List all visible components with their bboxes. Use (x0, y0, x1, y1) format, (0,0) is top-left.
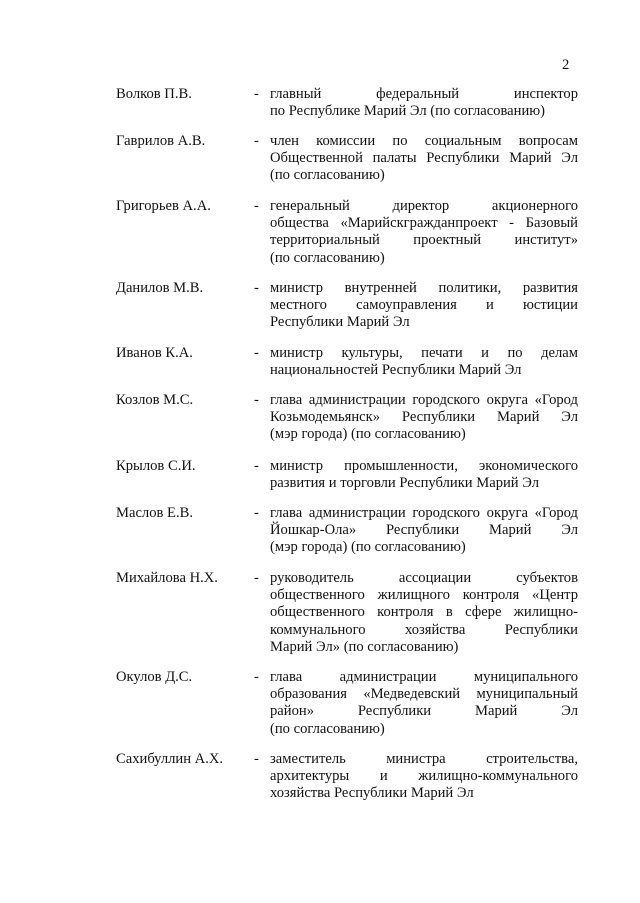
position-line: генеральный директор акционерного (270, 198, 578, 214)
member-position (270, 133, 578, 185)
dash-separator: - (254, 280, 259, 296)
position-line: район» Республики Марий Эл (270, 703, 578, 720)
position-line: министр культуры, печати и по делам (270, 345, 578, 361)
member-name: Михайлова Н.Х. (116, 570, 218, 586)
position-line: Марий Эл» (по согласованию) (270, 638, 459, 655)
position-line: министр промышленности, экономического (270, 458, 578, 474)
position-line: глава администрации муниципального (270, 669, 578, 685)
member-name: Козлов М.С. (116, 392, 194, 408)
position-line: местного самоуправления и юстиции (270, 297, 578, 314)
member-name: Сахибуллин А.Х. (116, 751, 224, 767)
position-line: территориальный проектный институт» (270, 232, 578, 249)
dash-separator: - (254, 458, 259, 474)
member-name: Волков П.В. (116, 86, 192, 102)
position-line: (по согласованию) (270, 167, 385, 184)
position-line: образования «Медведевский муниципальный (270, 686, 578, 703)
dash-separator: - (254, 669, 259, 685)
dash-separator: - (254, 751, 259, 767)
position-line: (по согласованию) (270, 249, 385, 266)
member-position (270, 505, 578, 557)
dash-separator: - (254, 392, 259, 408)
page-number: 2 (562, 57, 570, 73)
position-line: (по согласованию) (270, 720, 385, 737)
position-line: архитектуры и жилищно-коммунального (270, 768, 578, 785)
position-line: развития и торговли Республики Марий Эл (270, 475, 539, 492)
position-line: (мэр города) (по согласованию) (270, 539, 466, 556)
position-line: глава администрации городского округа «Город (270, 505, 578, 521)
member-name: Григорьев А.А. (116, 198, 211, 214)
position-line: руководитель ассоциации субъектов (270, 570, 578, 586)
member-position (270, 86, 578, 120)
member-position (270, 669, 578, 738)
position-line: коммунального хозяйства Республики (270, 621, 578, 638)
position-line: заместитель министра строительства, (270, 751, 578, 767)
member-name: Окулов Д.С. (116, 669, 193, 685)
member-name: Крылов С.И. (116, 458, 196, 474)
position-line: общественного контроля в сфере жилищно- (270, 604, 578, 621)
member-position (270, 458, 578, 492)
position-line: Общественной палаты Республики Марий Эл (270, 150, 578, 167)
member-position (270, 392, 578, 444)
position-line: хозяйства Республики Марий Эл (270, 785, 474, 802)
position-line: национальностей Республики Марий Эл (270, 362, 522, 379)
dash-separator: - (254, 505, 259, 521)
position-line: Йошкар-Ола» Республики Марий Эл (270, 522, 578, 539)
member-position (270, 570, 578, 656)
position-line: член комиссии по социальным вопросам (270, 133, 578, 149)
member-name: Маслов Е.В. (116, 505, 193, 521)
position-line: по Республике Марий Эл (по согласованию) (270, 103, 546, 120)
dash-separator: - (254, 570, 259, 586)
position-line: глава администрации городского округа «Город (270, 392, 578, 408)
member-name: Иванов К.А. (116, 345, 193, 361)
member-position (270, 345, 578, 379)
member-position (270, 198, 578, 267)
position-line: Козьмодемьянск» Республики Марий Эл (270, 409, 578, 426)
position-line: Республики Марий Эл (270, 314, 410, 331)
position-line: (мэр города) (по согласованию) (270, 426, 466, 443)
dash-separator: - (254, 345, 259, 361)
dash-separator: - (254, 198, 259, 214)
position-line: общества «Марийскгражданпроект - Базовый (270, 215, 578, 232)
position-line: министр внутренней политики, развития (270, 280, 578, 296)
position-line: главный федеральный инспектор (270, 86, 578, 102)
member-name: Гаврилов А.В. (116, 133, 206, 149)
position-line: общественного жилищного контроля «Центр (270, 587, 578, 604)
member-position (270, 751, 578, 803)
member-position (270, 280, 578, 332)
dash-separator: - (254, 86, 259, 102)
member-name: Данилов М.В. (116, 280, 204, 296)
dash-separator: - (254, 133, 259, 149)
